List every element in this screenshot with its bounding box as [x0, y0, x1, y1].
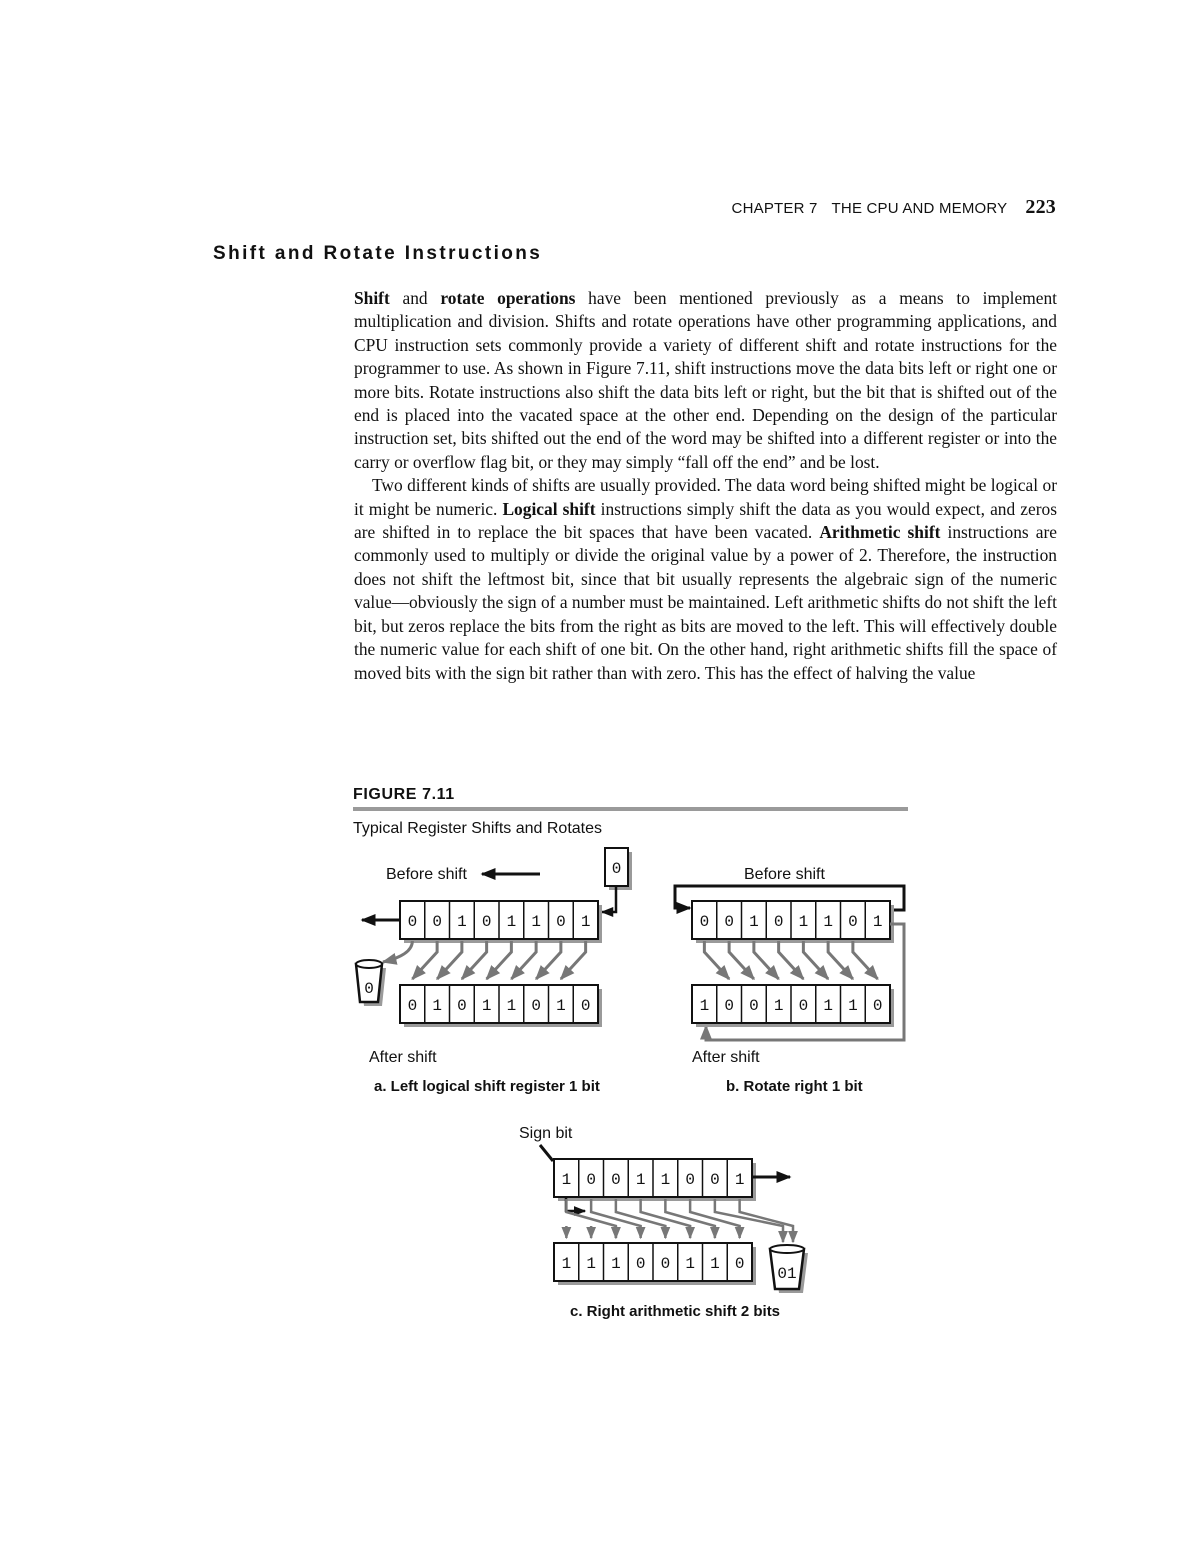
term-shift: Shift: [354, 288, 390, 308]
bit-shift-arrow: [561, 941, 586, 979]
register-bit: 0: [611, 1171, 621, 1189]
register-bit: 1: [823, 913, 833, 931]
register-bit: 1: [457, 913, 467, 931]
register-bit: 1: [848, 997, 858, 1015]
bit-shift-arrow: [437, 941, 462, 979]
register-bit: 1: [432, 997, 442, 1015]
part-a-before-label: Before shift: [386, 866, 467, 883]
chapter-label: CHAPTER 7: [731, 200, 818, 217]
bit-shift-arrow: [828, 941, 853, 979]
register-bit: 1: [506, 913, 517, 931]
bit-shift-arrow: [740, 1199, 793, 1242]
register-bit: 1: [773, 997, 784, 1015]
chapter-title: THE CPU AND MEMORY: [831, 200, 1008, 217]
register-bit: 0: [586, 1171, 596, 1189]
section-title: Shift and Rotate Instructions: [213, 243, 543, 264]
register-bit: 0: [531, 997, 541, 1015]
register-bit: 0: [724, 997, 734, 1015]
register-bit: 0: [580, 997, 591, 1015]
register-bit: 0: [699, 913, 710, 931]
register-bit: 0: [432, 913, 442, 931]
register-bit: 1: [611, 1255, 621, 1273]
register-bit: 0: [798, 997, 809, 1015]
part-b-subcaption: b. Rotate right 1 bit: [726, 1078, 863, 1095]
bit-shift-arrow: [511, 941, 536, 979]
register-bit: 1: [586, 1255, 596, 1273]
bit-shift-arrow: [853, 941, 878, 979]
part-b-before-label: Before shift: [744, 866, 825, 883]
bit-shift-arrow: [803, 941, 828, 979]
sign-bit-pointer: [540, 1145, 553, 1161]
figure-label: FIGURE 7.11: [353, 786, 455, 803]
register-bit: 1: [481, 997, 492, 1015]
part-c-subcaption: c. Right arithmetic shift 2 bits: [570, 1303, 781, 1320]
register-bit: 0: [407, 997, 418, 1015]
register-bit: 0: [685, 1171, 695, 1189]
register-bit: 1: [580, 913, 591, 931]
register-bit: 0: [734, 1255, 745, 1273]
part-a-left-logical-shift: [356, 848, 632, 1095]
register-bit: 1: [749, 913, 759, 931]
page-number: 223: [1025, 196, 1056, 218]
text-run: instructions are commonly used to multiply or divide the original value by a power of 2. Therefore, the instruction does not shift the leftmost bit, since that bit usually represents the algebraic sign of the numeric value—obviously the sign of a number must be maintained. Left arithmetic shifts do not shift the left bit, but zeros replace the bits from the right as bits are moved to the left. This will effectively double the numeric value for each shift of one bit. On the other hand, right arithmetic shifts fill the space of moved bits with the sign bit rather than with zero. This has the effect of halving the value: [354, 522, 1058, 683]
register-bit: 0: [773, 913, 784, 931]
register-bit: 0: [848, 913, 858, 931]
bit-shift-arrow: [412, 941, 437, 979]
bit-shift-arrow: [462, 941, 487, 979]
part-a-after-label: After shift: [369, 1049, 437, 1066]
register-bit: 1: [798, 913, 809, 931]
term-arithmetic-shift: Arithmetic shift: [819, 522, 941, 543]
register-bit: 1: [685, 1255, 695, 1273]
term-logical-shift: Logical shift: [502, 498, 596, 519]
input-bit-value: 0: [611, 860, 622, 878]
part-c-right-arithmetic-shift: [519, 1125, 808, 1320]
text-run: instructions simply shift the data as you would expect, and zeros are shifted in to replace the bit spaces that have been vacated.: [354, 498, 1057, 543]
part-c-sign-label: Sign bit: [519, 1125, 573, 1142]
register-bit: 0: [457, 997, 467, 1015]
register-bit: 1: [872, 913, 883, 931]
register-bit: 1: [556, 997, 566, 1015]
register-bit: 1: [561, 1171, 572, 1189]
bucket-rim: [356, 960, 382, 968]
bit-shift-arrow: [704, 941, 729, 979]
bit-shift-arrow: [779, 941, 804, 979]
bit-shift-arrow: [536, 941, 561, 979]
bit-shift-arrow: [487, 941, 512, 979]
register-bit: 0: [481, 913, 492, 931]
bit-shift-arrow: [383, 941, 412, 962]
bit-shift-arrow: [754, 941, 779, 979]
register-bit: 0: [749, 997, 759, 1015]
register-bit: 1: [823, 997, 833, 1015]
register-bit: 0: [407, 913, 418, 931]
text-run: Two different kinds of shifts are usually provided. The data word being shifted might be logical or it might be numeric.: [354, 475, 1057, 519]
register-bit: 0: [635, 1255, 646, 1273]
bit-shift-arrow: [729, 941, 754, 979]
text-run: and: [389, 288, 441, 308]
register-bit: 1: [635, 1171, 646, 1189]
register-bit: 1: [531, 913, 541, 931]
register-bit: 1: [699, 997, 710, 1015]
part-b-after-label: After shift: [692, 1049, 760, 1066]
register-bit: 0: [724, 913, 734, 931]
register-bit: 1: [734, 1171, 745, 1189]
bucket-bits-value: 01: [777, 1265, 797, 1283]
register-bit: 0: [872, 997, 883, 1015]
register-bit: 1: [561, 1255, 572, 1273]
text-run: have been mentioned previously as a means to implement multiplication and division. Shifts and rotate operations have other programming applications, and CPU instruction sets commonly provide a variety of different shift and rotate instructions for the programmer to use. As shown in Figure 7.11, shift instructions move the data bits left or right one or more bits. Rotate instructions also shift the data bits left or right, but the bit that is shifted out of the end is placed into the vacated space at the other end. Depending on the design of the particular instruction set, bits shifted out the end of the word may be shifted into a different register or into the carry or overflow flag bit, or they may simply “fall off the end” and be lost.: [354, 288, 1058, 472]
bucket-bit-value: 0: [364, 980, 374, 998]
figure-caption: Typical Register Shifts and Rotates: [353, 820, 603, 837]
register-bit: 1: [506, 997, 517, 1015]
part-b-rotate-right: [675, 866, 904, 1095]
register-bit: 0: [660, 1255, 671, 1273]
part-a-subcaption: a. Left logical shift register 1 bit: [374, 1078, 600, 1095]
register-bit: 0: [710, 1171, 720, 1189]
bucket-rim: [770, 1245, 804, 1253]
register-bit: 1: [710, 1255, 720, 1273]
register-bit: 1: [660, 1171, 671, 1189]
term-rotate-operations: rotate operations: [440, 288, 576, 308]
register-bit: 0: [556, 913, 566, 931]
